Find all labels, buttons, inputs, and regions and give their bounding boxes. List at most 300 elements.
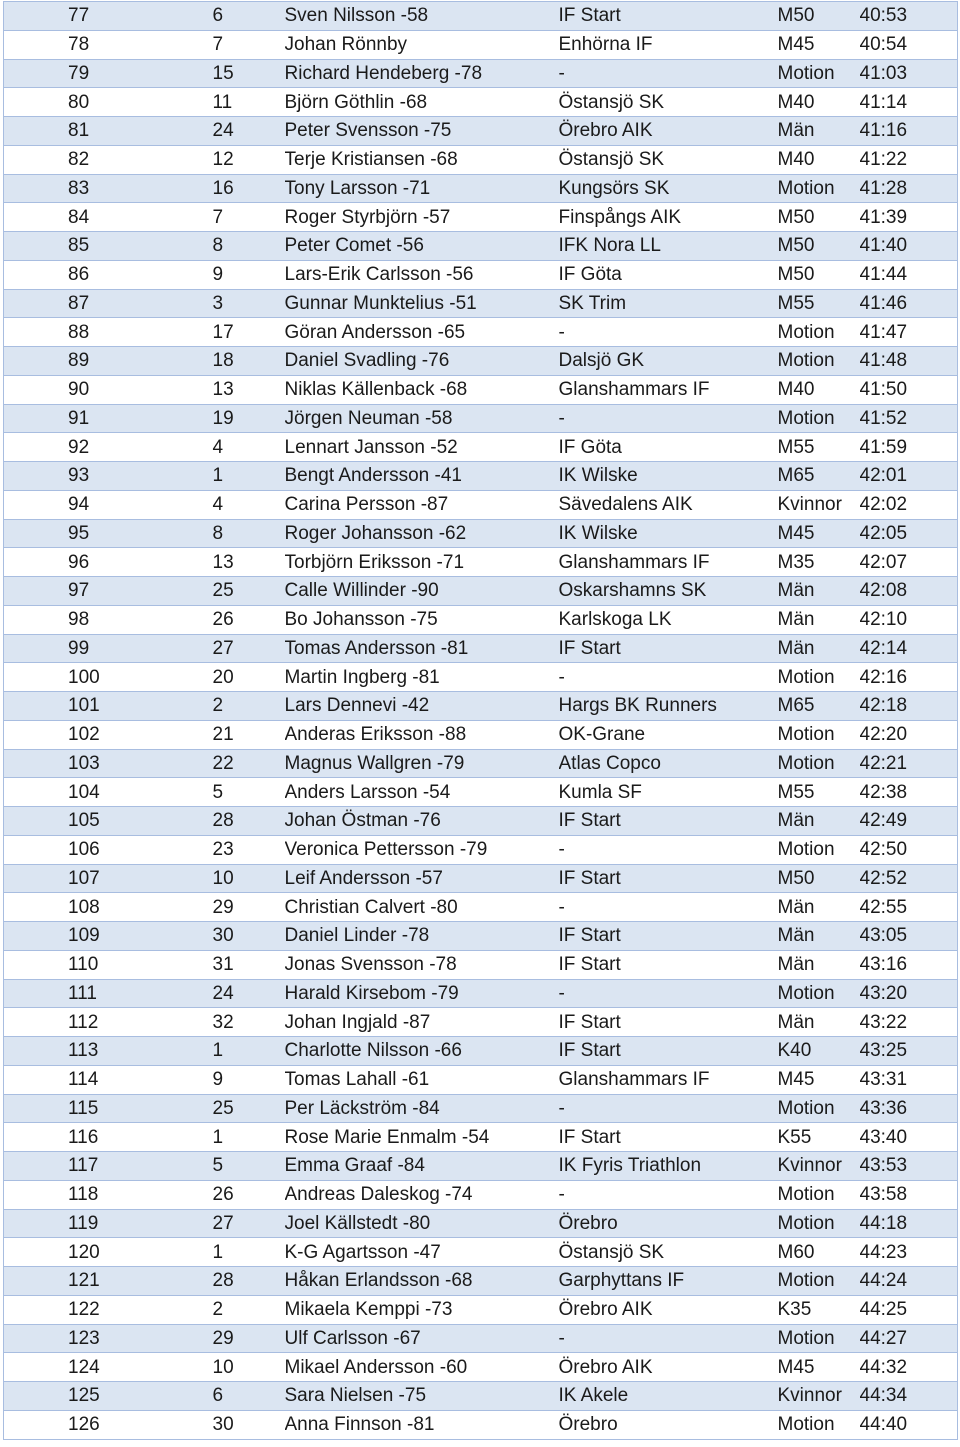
table-row [4,347,958,376]
class-place-cell: 1 [209,462,285,491]
finish-time-cell: 41:50 [860,375,958,404]
place-cell: 123 [4,1324,209,1353]
club-cell: IF Göta [559,260,778,289]
place-cell: 103 [4,749,209,778]
class-place-cell: 24 [209,117,285,146]
category-cell: M50 [778,203,860,232]
place-cell: 113 [4,1037,209,1066]
runner-name-cell: Anders Larsson -54 [285,778,559,807]
finish-time-cell: 44:23 [860,1238,958,1267]
finish-time-cell: 41:40 [860,232,958,261]
category-cell: M50 [778,2,860,31]
runner-name-cell: Andreas Daleskog -74 [285,1180,559,1209]
club-cell: IF Start [559,1008,778,1037]
table-row [4,922,958,951]
category-cell: Män [778,893,860,922]
table-row [4,2,958,31]
category-cell: Kvinnor [778,490,860,519]
club-cell: IF Start [559,2,778,31]
runner-name-cell: Jonas Svensson -78 [285,950,559,979]
runner-name-cell: Joel Källstedt -80 [285,1209,559,1238]
finish-time-cell: 43:20 [860,979,958,1008]
category-cell: Kvinnor [778,1382,860,1411]
club-cell: - [559,59,778,88]
category-cell: Män [778,605,860,634]
class-place-cell: 11 [209,88,285,117]
place-cell: 109 [4,922,209,951]
class-place-cell: 19 [209,404,285,433]
club-cell: OK-Grane [559,720,778,749]
table-row [4,605,958,634]
category-cell: Motion [778,749,860,778]
table-row [4,260,958,289]
category-cell: K40 [778,1037,860,1066]
club-cell: Oskarshamns SK [559,577,778,606]
table-row [4,778,958,807]
class-place-cell: 15 [209,59,285,88]
finish-time-cell: 40:54 [860,30,958,59]
finish-time-cell: 44:25 [860,1295,958,1324]
class-place-cell: 1 [209,1238,285,1267]
runner-name-cell: Tomas Andersson -81 [285,634,559,663]
runner-name-cell: Roger Johansson -62 [285,519,559,548]
club-cell: - [559,404,778,433]
class-place-cell: 6 [209,1382,285,1411]
class-place-cell: 1 [209,1123,285,1152]
finish-time-cell: 41:47 [860,318,958,347]
table-row [4,1238,958,1267]
place-cell: 111 [4,979,209,1008]
table-row [4,462,958,491]
class-place-cell: 2 [209,692,285,721]
runner-name-cell: K-G Agartsson -47 [285,1238,559,1267]
runner-name-cell: Johan Rönnby [285,30,559,59]
finish-time-cell: 42:07 [860,548,958,577]
class-place-cell: 22 [209,749,285,778]
table-row [4,1209,958,1238]
runner-name-cell: Peter Comet -56 [285,232,559,261]
category-cell: M40 [778,375,860,404]
table-row [4,1152,958,1181]
club-cell: Sävedalens AIK [559,490,778,519]
runner-name-cell: Lennart Jansson -52 [285,433,559,462]
finish-time-cell: 41:39 [860,203,958,232]
place-cell: 98 [4,605,209,634]
place-cell: 97 [4,577,209,606]
finish-time-cell: 43:05 [860,922,958,951]
place-cell: 125 [4,1382,209,1411]
club-cell: Karlskoga LK [559,605,778,634]
club-cell: Dalsjö GK [559,347,778,376]
place-cell: 99 [4,634,209,663]
category-cell: K35 [778,1295,860,1324]
runner-name-cell: Harald Kirsebom -79 [285,979,559,1008]
club-cell: IF Start [559,922,778,951]
club-cell: - [559,318,778,347]
place-cell: 102 [4,720,209,749]
place-cell: 83 [4,174,209,203]
table-row [4,145,958,174]
runner-name-cell: Göran Andersson -65 [285,318,559,347]
finish-time-cell: 43:36 [860,1094,958,1123]
class-place-cell: 8 [209,232,285,261]
finish-time-cell: 41:48 [860,347,958,376]
place-cell: 93 [4,462,209,491]
table-row [4,174,958,203]
finish-time-cell: 41:22 [860,145,958,174]
category-cell: Motion [778,1324,860,1353]
place-cell: 82 [4,145,209,174]
category-cell: M45 [778,1065,860,1094]
finish-time-cell: 44:34 [860,1382,958,1411]
table-row [4,1065,958,1094]
place-cell: 122 [4,1295,209,1324]
class-place-cell: 29 [209,893,285,922]
finish-time-cell: 43:16 [860,950,958,979]
club-cell: - [559,893,778,922]
table-row [4,1382,958,1411]
category-cell: M45 [778,30,860,59]
finish-time-cell: 43:22 [860,1008,958,1037]
class-place-cell: 20 [209,663,285,692]
place-cell: 89 [4,347,209,376]
runner-name-cell: Gunnar Munktelius -51 [285,289,559,318]
runner-name-cell: Håkan Erlandsson -68 [285,1267,559,1296]
category-cell: M65 [778,692,860,721]
runner-name-cell: Charlotte Nilsson -66 [285,1037,559,1066]
place-cell: 100 [4,663,209,692]
table-row [4,1008,958,1037]
finish-time-cell: 42:02 [860,490,958,519]
runner-name-cell: Christian Calvert -80 [285,893,559,922]
class-place-cell: 29 [209,1324,285,1353]
place-cell: 87 [4,289,209,318]
finish-time-cell: 44:32 [860,1353,958,1382]
table-row [4,979,958,1008]
class-place-cell: 10 [209,864,285,893]
club-cell: IF Start [559,807,778,836]
category-cell: M35 [778,548,860,577]
club-cell: - [559,979,778,1008]
runner-name-cell: Veronica Pettersson -79 [285,835,559,864]
club-cell: - [559,1180,778,1209]
table-row [4,232,958,261]
finish-time-cell: 44:24 [860,1267,958,1296]
runner-name-cell: Daniel Linder -78 [285,922,559,951]
table-row [4,375,958,404]
finish-time-cell: 42:20 [860,720,958,749]
finish-time-cell: 42:50 [860,835,958,864]
place-cell: 116 [4,1123,209,1152]
club-cell: IF Start [559,1037,778,1066]
finish-time-cell: 40:53 [860,2,958,31]
table-row [4,1123,958,1152]
category-cell: Motion [778,59,860,88]
place-cell: 107 [4,864,209,893]
table-row [4,634,958,663]
category-cell: Motion [778,404,860,433]
table-row [4,1267,958,1296]
category-cell: M65 [778,462,860,491]
club-cell: IK Wilske [559,462,778,491]
results-table [3,1,958,1440]
runner-name-cell: Ulf Carlsson -67 [285,1324,559,1353]
club-cell: - [559,1324,778,1353]
club-cell: Örebro AIK [559,1295,778,1324]
runner-name-cell: Bo Johansson -75 [285,605,559,634]
class-place-cell: 8 [209,519,285,548]
finish-time-cell: 43:58 [860,1180,958,1209]
runner-name-cell: Niklas Källenback -68 [285,375,559,404]
class-place-cell: 30 [209,1410,285,1439]
category-cell: Män [778,1008,860,1037]
finish-time-cell: 42:21 [860,749,958,778]
class-place-cell: 9 [209,1065,285,1094]
class-place-cell: 13 [209,548,285,577]
place-cell: 90 [4,375,209,404]
club-cell: IF Start [559,634,778,663]
class-place-cell: 4 [209,433,285,462]
table-row [4,692,958,721]
runner-name-cell: Björn Göthlin -68 [285,88,559,117]
table-row [4,1037,958,1066]
runner-name-cell: Leif Andersson -57 [285,864,559,893]
finish-time-cell: 41:28 [860,174,958,203]
place-cell: 92 [4,433,209,462]
runner-name-cell: Mikaela Kemppi -73 [285,1295,559,1324]
club-cell: Garphyttans IF [559,1267,778,1296]
finish-time-cell: 42:16 [860,663,958,692]
class-place-cell: 16 [209,174,285,203]
place-cell: 117 [4,1152,209,1181]
place-cell: 106 [4,835,209,864]
class-place-cell: 5 [209,778,285,807]
class-place-cell: 13 [209,375,285,404]
class-place-cell: 28 [209,1267,285,1296]
class-place-cell: 17 [209,318,285,347]
finish-time-cell: 41:14 [860,88,958,117]
runner-name-cell: Per Läckström -84 [285,1094,559,1123]
place-cell: 84 [4,203,209,232]
category-cell: Motion [778,347,860,376]
table-row [4,864,958,893]
place-cell: 121 [4,1267,209,1296]
club-cell: Östansjö SK [559,88,778,117]
runner-name-cell: Richard Hendeberg -78 [285,59,559,88]
club-cell: Atlas Copco [559,749,778,778]
class-place-cell: 4 [209,490,285,519]
place-cell: 88 [4,318,209,347]
place-cell: 80 [4,88,209,117]
finish-time-cell: 44:27 [860,1324,958,1353]
table-row [4,88,958,117]
place-cell: 101 [4,692,209,721]
class-place-cell: 32 [209,1008,285,1037]
category-cell: Motion [778,1180,860,1209]
runner-name-cell: Johan Ingjald -87 [285,1008,559,1037]
category-cell: Män [778,577,860,606]
class-place-cell: 26 [209,1180,285,1209]
runner-name-cell: Tomas Lahall -61 [285,1065,559,1094]
category-cell: Män [778,634,860,663]
class-place-cell: 12 [209,145,285,174]
table-row [4,577,958,606]
club-cell: SK Trim [559,289,778,318]
runner-name-cell: Peter Svensson -75 [285,117,559,146]
finish-time-cell: 43:53 [860,1152,958,1181]
category-cell: K55 [778,1123,860,1152]
class-place-cell: 21 [209,720,285,749]
club-cell: Hargs BK Runners [559,692,778,721]
category-cell: M45 [778,519,860,548]
category-cell: Motion [778,1267,860,1296]
table-row [4,1180,958,1209]
category-cell: Motion [778,318,860,347]
class-place-cell: 1 [209,1037,285,1066]
class-place-cell: 24 [209,979,285,1008]
runner-name-cell: Roger Styrbjörn -57 [285,203,559,232]
place-cell: 96 [4,548,209,577]
category-cell: M55 [778,433,860,462]
place-cell: 115 [4,1094,209,1123]
club-cell: Glanshammars IF [559,548,778,577]
finish-time-cell: 42:55 [860,893,958,922]
category-cell: Män [778,950,860,979]
runner-name-cell: Rose Marie Enmalm -54 [285,1123,559,1152]
class-place-cell: 18 [209,347,285,376]
finish-time-cell: 43:40 [860,1123,958,1152]
class-place-cell: 25 [209,577,285,606]
runner-name-cell: Emma Graaf -84 [285,1152,559,1181]
table-row [4,1094,958,1123]
class-place-cell: 28 [209,807,285,836]
class-place-cell: 2 [209,1295,285,1324]
place-cell: 95 [4,519,209,548]
club-cell: Östansjö SK [559,1238,778,1267]
category-cell: Motion [778,835,860,864]
finish-time-cell: 41:59 [860,433,958,462]
table-row [4,289,958,318]
place-cell: 105 [4,807,209,836]
place-cell: 126 [4,1410,209,1439]
runner-name-cell: Tony Larsson -71 [285,174,559,203]
place-cell: 94 [4,490,209,519]
category-cell: Motion [778,663,860,692]
table-row [4,490,958,519]
club-cell: - [559,835,778,864]
finish-time-cell: 41:44 [860,260,958,289]
runner-name-cell: Jörgen Neuman -58 [285,404,559,433]
runner-name-cell: Anna Finnson -81 [285,1410,559,1439]
table-row [4,893,958,922]
class-place-cell: 25 [209,1094,285,1123]
table-row [4,318,958,347]
table-row [4,433,958,462]
finish-time-cell: 43:25 [860,1037,958,1066]
club-cell: Örebro AIK [559,1353,778,1382]
finish-time-cell: 42:52 [860,864,958,893]
table-row [4,720,958,749]
runner-name-cell: Sven Nilsson -58 [285,2,559,31]
category-cell: Män [778,922,860,951]
place-cell: 112 [4,1008,209,1037]
runner-name-cell: Mikael Andersson -60 [285,1353,559,1382]
club-cell: IF Start [559,950,778,979]
runner-name-cell: Bengt Andersson -41 [285,462,559,491]
club-cell: Enhörna IF [559,30,778,59]
place-cell: 79 [4,59,209,88]
category-cell: M50 [778,260,860,289]
class-place-cell: 27 [209,634,285,663]
category-cell: M50 [778,864,860,893]
category-cell: Motion [778,1094,860,1123]
class-place-cell: 7 [209,30,285,59]
table-row [4,807,958,836]
runner-name-cell: Carina Persson -87 [285,490,559,519]
table-row [4,59,958,88]
finish-time-cell: 41:46 [860,289,958,318]
class-place-cell: 30 [209,922,285,951]
club-cell: Kungsörs SK [559,174,778,203]
finish-time-cell: 41:16 [860,117,958,146]
club-cell: - [559,663,778,692]
place-cell: 114 [4,1065,209,1094]
results-table-body [4,2,958,1440]
table-row [4,548,958,577]
table-row [4,950,958,979]
finish-time-cell: 42:08 [860,577,958,606]
class-place-cell: 31 [209,950,285,979]
place-cell: 124 [4,1353,209,1382]
place-cell: 78 [4,30,209,59]
runner-name-cell: Terje Kristiansen -68 [285,145,559,174]
category-cell: Motion [778,174,860,203]
class-place-cell: 23 [209,835,285,864]
club-cell: Örebro [559,1410,778,1439]
table-row [4,203,958,232]
category-cell: Män [778,807,860,836]
club-cell: IK Wilske [559,519,778,548]
table-row [4,1353,958,1382]
club-cell: IFK Nora LL [559,232,778,261]
runner-name-cell: Calle Willinder -90 [285,577,559,606]
table-row [4,749,958,778]
category-cell: M45 [778,1353,860,1382]
club-cell: Glanshammars IF [559,1065,778,1094]
place-cell: 118 [4,1180,209,1209]
class-place-cell: 7 [209,203,285,232]
table-row [4,519,958,548]
club-cell: IK Akele [559,1382,778,1411]
place-cell: 119 [4,1209,209,1238]
category-cell: Kvinnor [778,1152,860,1181]
club-cell: Örebro AIK [559,117,778,146]
class-place-cell: 5 [209,1152,285,1181]
place-cell: 81 [4,117,209,146]
finish-time-cell: 42:49 [860,807,958,836]
table-row [4,663,958,692]
category-cell: M50 [778,232,860,261]
category-cell: Motion [778,1410,860,1439]
runner-name-cell: Lars Dennevi -42 [285,692,559,721]
place-cell: 108 [4,893,209,922]
runner-name-cell: Daniel Svadling -76 [285,347,559,376]
class-place-cell: 9 [209,260,285,289]
category-cell: M55 [778,778,860,807]
runner-name-cell: Anderas Eriksson -88 [285,720,559,749]
table-row [4,30,958,59]
place-cell: 104 [4,778,209,807]
